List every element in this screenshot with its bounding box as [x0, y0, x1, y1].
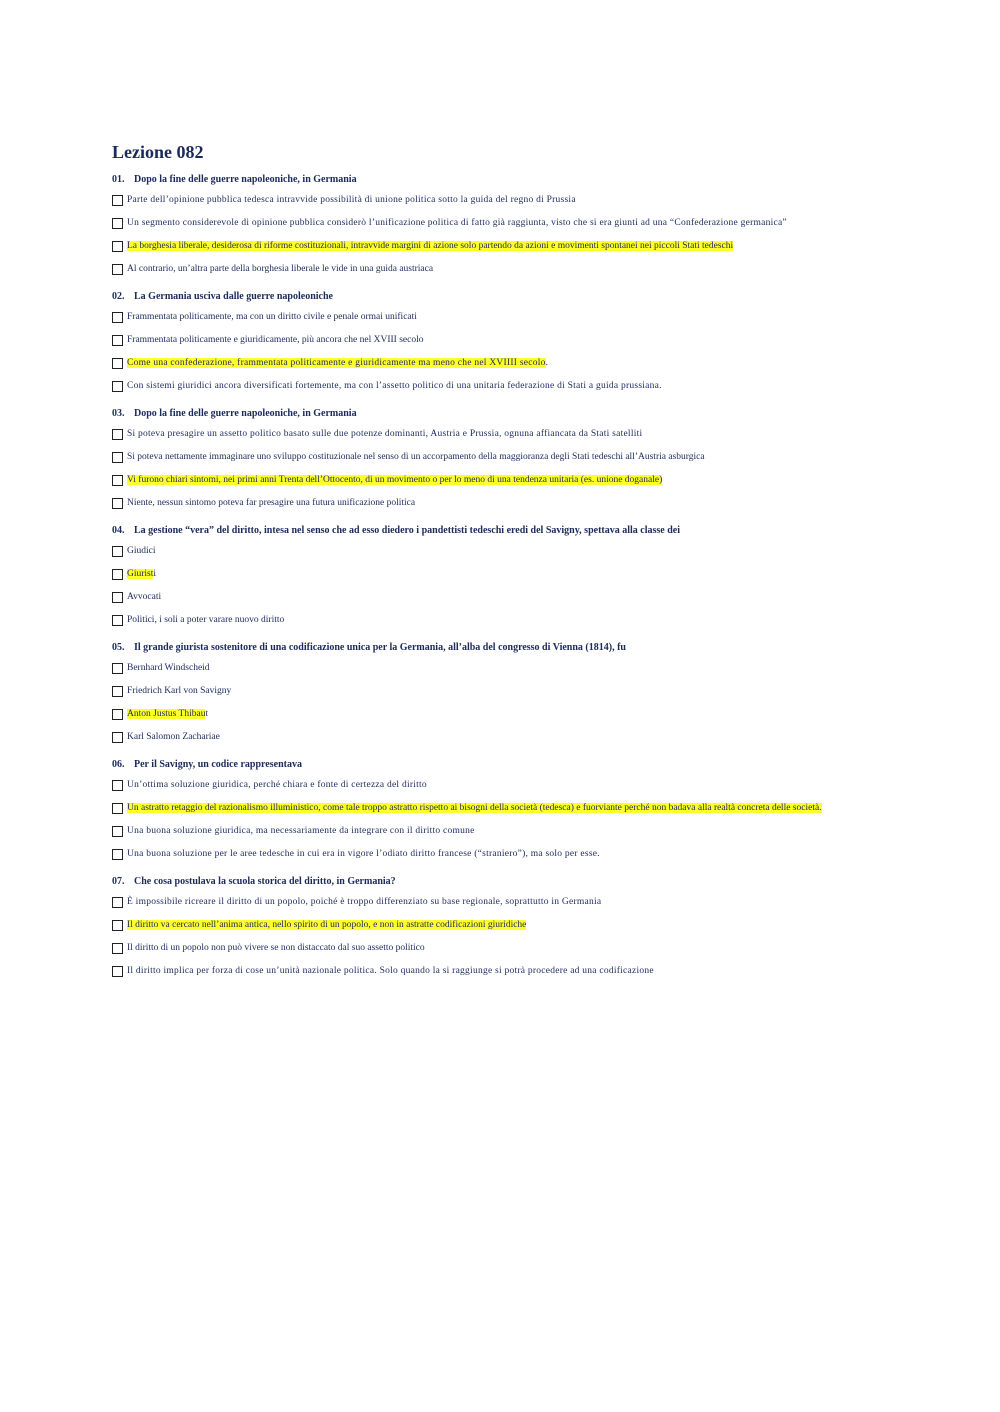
answer-option[interactable]	[112, 334, 872, 348]
answer-text: Una buona soluzione giuridica, ma necessariamente da integrare con il diritto comune	[127, 826, 475, 836]
answer-option[interactable]	[112, 311, 872, 325]
question-heading	[112, 173, 872, 187]
question-heading	[112, 290, 872, 304]
answer-text: Con sistemi giuridici ancora diversificati fortemente, ma con l’assetto politico di una unitaria federazione di Stati a guida prussiana.	[127, 381, 662, 391]
answer-text: Avvocati	[127, 592, 162, 602]
checkbox[interactable]	[112, 943, 123, 954]
question-heading	[112, 875, 872, 889]
question-04	[112, 524, 872, 628]
answer-option[interactable]	[112, 965, 872, 979]
answer-text: Niente, nessun sintomo poteva far presagire una futura unificazione politica	[127, 498, 416, 508]
answer-text: Frammentata politicamente, ma con un diritto civile e penale ormai unificati	[127, 312, 417, 322]
answer-option[interactable]	[112, 380, 872, 394]
answer-option[interactable]	[112, 497, 872, 511]
checkbox[interactable]	[112, 358, 123, 369]
highlighted-answer-text: Un astratto retaggio del razionalismo illuministico, come tale troppo astratto rispetto ai bisogni della società (tedesca) e fuorviante perché non badava alla realtà concreta delle società.	[127, 803, 822, 813]
highlighted-answer-text: Come una confederazione, frammentata politicamente e giuridicamente ma meno che nel XVIIII secolo	[127, 358, 546, 368]
checkbox[interactable]	[112, 475, 123, 486]
checkbox[interactable]	[112, 195, 123, 206]
checkbox[interactable]	[112, 686, 123, 697]
question-text: Dopo la fine delle guerre napoleoniche, in Germania	[134, 408, 357, 419]
answer-suffix: t	[205, 709, 209, 719]
answer-option[interactable]	[112, 451, 872, 465]
highlighted-answer-text: La borghesia liberale, desiderosa di riforme costituzionali, intravvide margini di azione solo partendo da azioni e movimenti spontanei nei piccoli Stati tedeschi	[127, 241, 734, 251]
page-title: Lezione 082	[112, 142, 204, 162]
question-07	[112, 875, 872, 979]
answer-option[interactable]	[112, 591, 872, 605]
answer-text: È impossibile ricreare il diritto di un popolo, poiché è troppo differenziato su base regionale, soprattutto in Germania	[127, 897, 602, 907]
question-01	[112, 173, 872, 277]
checkbox[interactable]	[112, 546, 123, 557]
answer-text: Karl Salomon Zachariae	[127, 732, 220, 742]
answer-option-highlighted[interactable]	[112, 708, 872, 722]
question-text: Per il Savigny, un codice rappresentava	[134, 759, 302, 770]
answer-option[interactable]	[112, 662, 872, 676]
answer-option[interactable]	[112, 848, 872, 862]
checkbox[interactable]	[112, 615, 123, 626]
checkbox[interactable]	[112, 264, 123, 275]
answer-text: Un segmento considerevole di opinione pubblica considerò l’unificazione politica di fatto già raggiunta, visto che si era giunti ad una “Confederazione germanica”	[127, 218, 787, 228]
question-number: 03.	[112, 408, 125, 419]
answer-text: Frammentata politicamente e giuridicamente, più ancora che nel XVIII secolo	[127, 335, 424, 345]
checkbox[interactable]	[112, 498, 123, 509]
checkbox[interactable]	[112, 780, 123, 791]
question-number: 01.	[112, 174, 125, 185]
checkbox[interactable]	[112, 920, 123, 931]
answer-text: Una buona soluzione per le aree tedesche in cui era in vigore l’odiato diritto francese (“straniero”), ma solo per esse.	[127, 849, 600, 859]
answer-suffix: .	[545, 358, 549, 368]
answer-option[interactable]	[112, 942, 872, 956]
checkbox[interactable]	[112, 312, 123, 323]
question-number: 06.	[112, 759, 125, 770]
answer-text: Un’ottima soluzione giuridica, perché chiara e fonte di certezza del diritto	[127, 780, 427, 790]
question-number: 07.	[112, 876, 125, 887]
question-heading	[112, 524, 872, 538]
answer-option-highlighted[interactable]	[112, 357, 872, 371]
checkbox[interactable]	[112, 592, 123, 603]
question-text: Che cosa postulava la scuola storica del diritto, in Germania?	[134, 876, 396, 887]
answer-option-highlighted[interactable]	[112, 568, 872, 582]
question-heading	[112, 641, 872, 655]
answer-text: Si poteva nettamente immaginare uno sviluppo costituzionale nel senso di un accorpamento della maggioranza degli Stati tedeschi all’Austria asburgica	[127, 452, 705, 462]
answer-option[interactable]	[112, 217, 872, 231]
answer-option[interactable]	[112, 545, 872, 559]
checkbox[interactable]	[112, 569, 123, 580]
answer-option[interactable]	[112, 731, 872, 745]
question-06	[112, 758, 872, 862]
question-03	[112, 407, 872, 511]
answer-option[interactable]	[112, 614, 872, 628]
question-05	[112, 641, 872, 745]
highlighted-answer-text: Il diritto va cercato nell’anima antica, nello spirito di un popolo, e non in astratte codificazioni giuridiche	[127, 920, 527, 930]
answer-option[interactable]	[112, 428, 872, 442]
answer-option-highlighted[interactable]	[112, 474, 872, 488]
checkbox[interactable]	[112, 849, 123, 860]
question-number: 04.	[112, 525, 125, 536]
answer-suffix: i	[153, 569, 157, 579]
checkbox[interactable]	[112, 709, 123, 720]
question-heading	[112, 407, 872, 421]
answer-option-highlighted[interactable]	[112, 802, 872, 816]
quiz-page	[112, 140, 872, 992]
question-number: 05.	[112, 642, 125, 653]
question-number: 02.	[112, 291, 125, 302]
checkbox[interactable]	[112, 452, 123, 463]
answer-text: Politici, i soli a poter varare nuovo diritto	[127, 615, 285, 625]
checkbox[interactable]	[112, 429, 123, 440]
answer-option[interactable]	[112, 825, 872, 839]
checkbox[interactable]	[112, 241, 123, 252]
answer-text: Giudici	[127, 546, 156, 556]
answer-text: Friedrich Karl von Savigny	[127, 686, 232, 696]
question-text: Il grande giurista sostenitore di una codificazione unica per la Germania, all’alba del congresso di Vienna (1814), fu	[134, 642, 626, 653]
question-text: La gestione “vera” del diritto, intesa nel senso che ad esso diedero i pandettisti tedeschi eredi del Savigny, spettava alla classe dei	[134, 525, 681, 536]
question-heading	[112, 758, 872, 772]
answer-option[interactable]	[112, 896, 872, 910]
answer-option[interactable]	[112, 779, 872, 793]
question-text: Dopo la fine delle guerre napoleoniche, in Germania	[134, 174, 357, 185]
question-02	[112, 290, 872, 394]
answer-text: Parte dell’opinione pubblica tedesca intravvide possibilità di unione politica sotto la guida del regno di Prussia	[127, 195, 576, 205]
checkbox[interactable]	[112, 335, 123, 346]
highlighted-answer-text: Anton Justus Thibau	[127, 709, 206, 719]
answer-option-highlighted[interactable]	[112, 919, 872, 933]
checkbox[interactable]	[112, 663, 123, 674]
answer-option[interactable]	[112, 194, 872, 208]
answer-text: Al contrario, un’altra parte della borghesia liberale le vide in una guida austriaca	[127, 264, 434, 274]
checkbox[interactable]	[112, 381, 123, 392]
highlighted-answer-text: Giurist	[127, 569, 154, 579]
answer-text: Bernhard Windscheid	[127, 663, 210, 673]
checkbox[interactable]	[112, 803, 123, 814]
checkbox[interactable]	[112, 826, 123, 837]
checkbox[interactable]	[112, 732, 123, 743]
answer-text: Si poteva presagire un assetto politico basato sulle due potenze dominanti, Austria e Prussia, ognuna affiancata da Stati satelliti	[127, 429, 643, 439]
answer-option[interactable]	[112, 263, 872, 277]
checkbox[interactable]	[112, 218, 123, 229]
answer-text: Il diritto di un popolo non può vivere se non distaccato dal suo assetto politico	[127, 943, 425, 953]
checkbox[interactable]	[112, 897, 123, 908]
highlighted-answer-text: Vi furono chiari sintomi, nei primi anni Trenta dell’Ottocento, di un movimento o per lo meno di una tendenza unitaria (es. unione doganale)	[127, 475, 663, 485]
checkbox[interactable]	[112, 966, 123, 977]
answer-text: Il diritto implica per forza di cose un’unità nazionale politica. Solo quando la si raggiunge si potrà procedere ad una codificazione	[127, 966, 654, 976]
answer-option[interactable]	[112, 685, 872, 699]
question-text: La Germania usciva dalle guerre napoleoniche	[134, 291, 333, 302]
answer-option-highlighted[interactable]	[112, 240, 872, 254]
